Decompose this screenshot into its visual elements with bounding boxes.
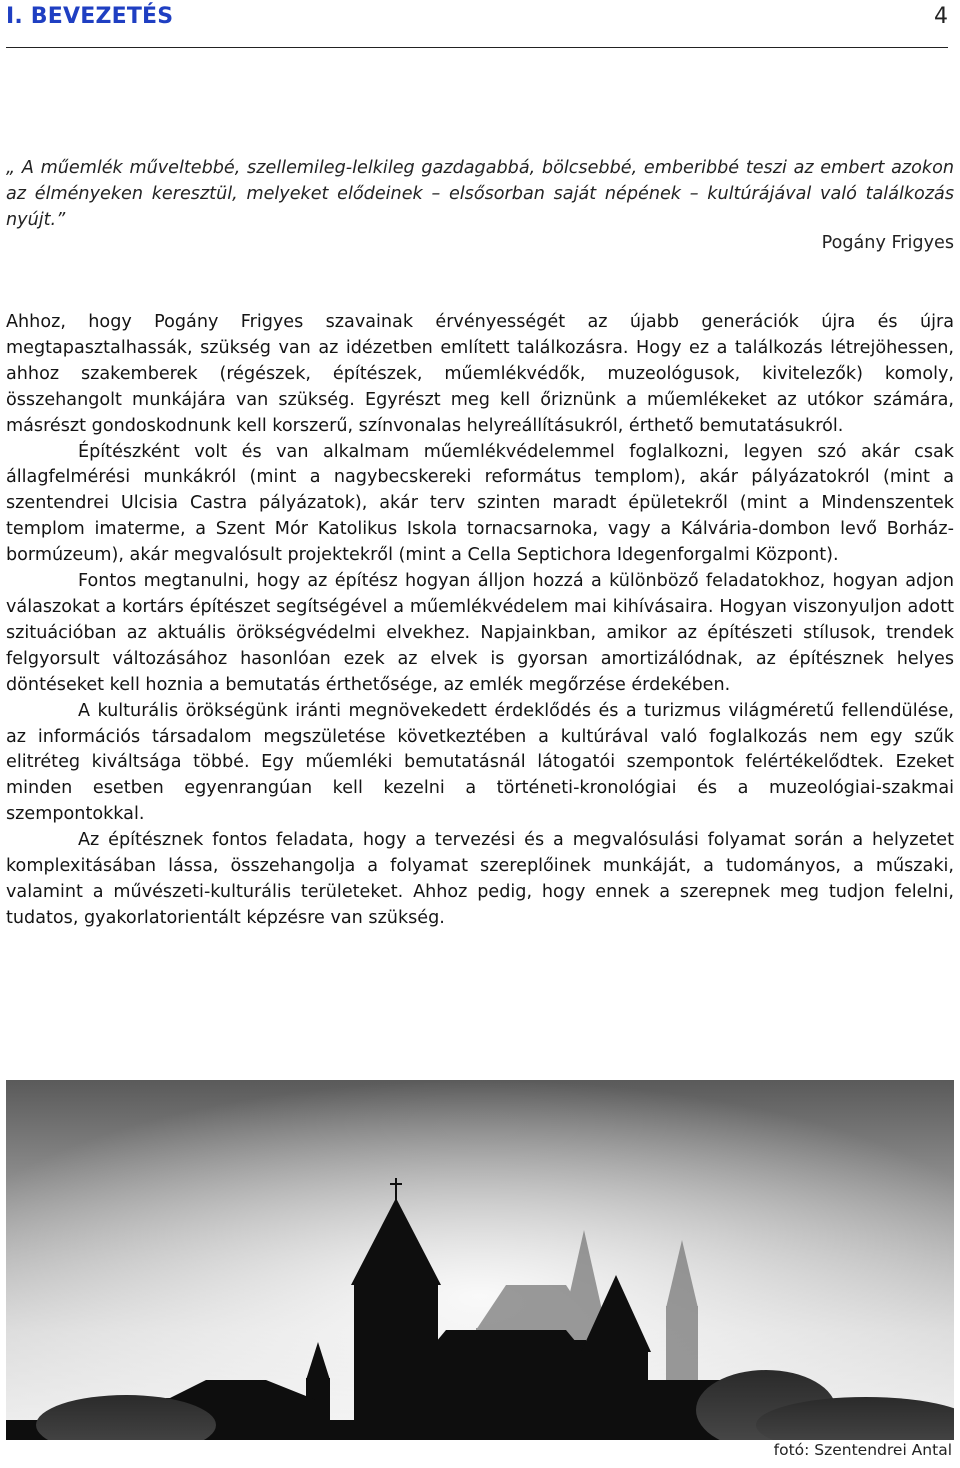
chapter-title: I. BEVEZETÉS xyxy=(6,4,174,29)
paragraph-3: Fontos megtanulni, hogy az építész hogyan álljon hozzá a különböző feladatokhoz, hogyan adjon válaszokat a kortárs építészet segítségével a műemlékvédelem mai kihívásaira. Hogyan viszonyuljon adott szituációban az aktuális örökségvédelmi elvekhez. Napjainkban, amikor az építészeti stílusok, trendek felgyorsult változásához hasonlóan ezek az elvek is gyorsan amortizálódnak, az építésznek helyes döntéseket kell hoznia a bemutatás érthetősége, az emlék megőrzése érdekében. xyxy=(6,571,954,695)
body-text xyxy=(6,310,954,932)
paragraph-4: A kulturális örökségünk iránti megnövekedett érdeklődés és a turizmus világméretű fellendülése, az információs társadalom megszületése következtében a kultúrával való foglalkozás nem egy szűk elitréteg kiváltsága többé. Egy műemléki bemutatásnál látogatói szempontok felértékelődtek. Ezeket minden esetben egyenrangúan kell kezelni a történeti-kronológiai és a muzeológiai-szakmai szempontokkal. xyxy=(6,700,954,825)
paragraph-5: Az építésznek fontos feladata, hogy a tervezési és a megvalósulási folyamat során a helyzetet komplexitásában lássa, összehangolja a folyamat szereplőinek munkáját, a tudományos, a műszaki, valamint a művészeti-kulturális területeket. Ahhoz pedig, hogy ennek a szerepnek meg tudjon felelni, tudatos, gyakorlatorientált képzésre van szükség. xyxy=(6,830,954,928)
quote-author: Pogány Frigyes xyxy=(821,233,954,253)
header-rule xyxy=(6,47,948,48)
page-number: 4 xyxy=(934,4,948,29)
page-header xyxy=(6,2,948,48)
paragraph-2: Építészként volt és van alkalmam műemlékvédelemmel foglalkozni, legyen szó akár csak állagfelmérési munkákról (mint a nagybecskereki református templom), akár pályázatokról (mint a szentendrei Ulcisia Castra pályázatok), akár terv szinten maradt épületekről (mint a Mindenszentek templom imaterme, a Szent Mór Katolikus Iskola tornacsarnoka, vagy a Kálvária-dombon levő Borház-bormúzeum), akár megvalósult projektekről (mint a Cella Septichora Idegenforgalmi Központ). xyxy=(6,441,954,566)
photo-caption: fotó: Szentendrei Antal xyxy=(773,1441,952,1459)
cathedral-photo xyxy=(6,1080,954,1440)
epigraph-quote: „ A műemlék műveltebbé, szellemileg-lelkileg gazdagabbá, bölcsebbé, emberibbé teszi az embert azokon az élményeken keresztül, melyeket elődeinek – elsősorban saját népének – kultúrájával való találkozás nyújt.” xyxy=(6,158,954,230)
paragraph-1: Ahhoz, hogy Pogány Frigyes szavainak érvényességét az újabb generációk újra és újra megtapasztalhassák, szükség van az idézetben említett találkozásra. Hogy ez a találkozás létrejöhessen, ahhoz szakemberek (régészek, építészek, műemlékvédők, muzeológusok, kivitelezők) komoly, összehangolt munkájára van szükség. Egyrészt meg kell őriznünk a műemlékeket az utókor számára, másrészt gondoskodnunk kell korszerű, színvonalas helyreállításukról, érthető bemutatásukról. xyxy=(6,312,954,436)
